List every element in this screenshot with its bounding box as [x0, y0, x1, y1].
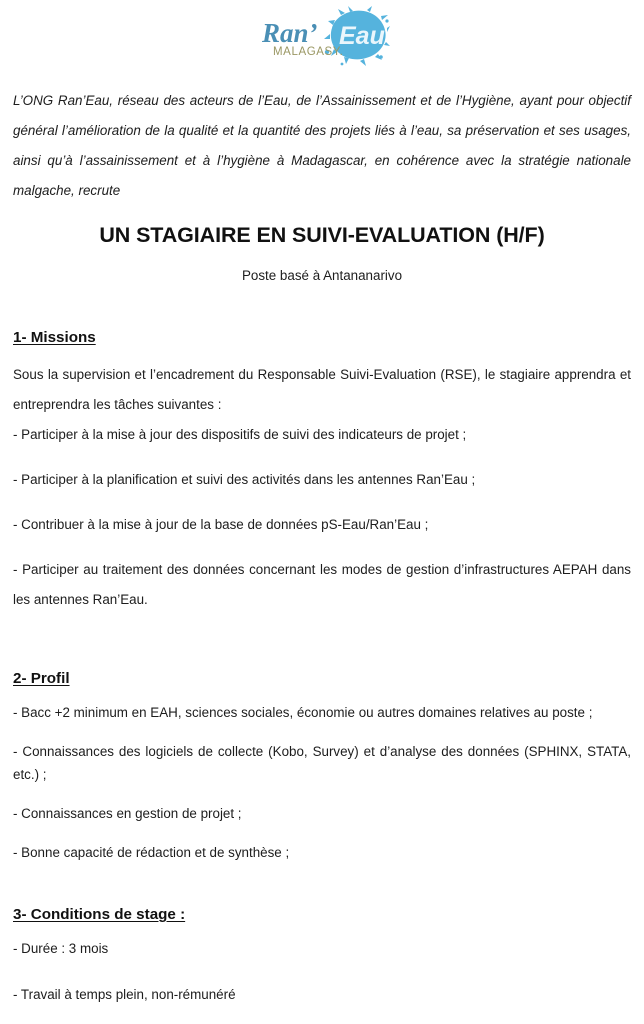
missions-list — [13, 420, 631, 615]
list-item: - Travail à temps plein, non-rémunéré — [13, 987, 236, 1002]
logo-splash-word: Eau — [339, 22, 385, 50]
page-title: UN STAGIAIRE EN SUIVI-EVALUATION (H/F) — [99, 223, 545, 247]
list-item: - Participer à la mise à jour des dispositifs de suivi des indicateurs de projet ; — [13, 427, 467, 442]
list-item: - Contribuer à la mise à jour de la base de données pS-Eau/Ran’Eau ; — [13, 517, 429, 532]
list-item: - Participer au traitement des données concernant les modes de gestion d’infrastructures AEPAH dans les antennes Ran’Eau. — [13, 562, 631, 607]
ran-eau-malagasy-logo — [254, 6, 390, 68]
logo-tagline: MALAGASY. — [273, 46, 344, 58]
section-profil — [13, 670, 631, 864]
section-conditions — [13, 906, 631, 1007]
list-item: - Participer à la planification et suivi des activités dans les antennes Ran’Eau ; — [13, 472, 476, 487]
missions-intro: Sous la supervision et l’encadrement du Responsable Suivi-Evaluation (RSE), le stagiaire apprendra et entreprendra les tâches suivantes : — [13, 367, 631, 412]
logo-header — [0, 4, 644, 70]
profil-list — [13, 701, 631, 864]
list-item: - Durée : 3 mois — [13, 941, 109, 956]
section-missions — [13, 329, 631, 615]
list-item: - Connaissances en gestion de projet ; — [13, 806, 242, 821]
job-location: Poste basé à Antananarivo — [241, 268, 403, 283]
list-item: - Connaissances des logiciels de collecte (Kobo, Survey) et d’analyse des données (SPHINX, STATA, etc.) ; — [13, 744, 631, 782]
section-heading-missions: 1- Missions — [13, 329, 96, 346]
conditions-list — [13, 937, 631, 1007]
section-heading-conditions: 3- Conditions de stage : — [13, 906, 186, 923]
logo-primary-word: Ran’ — [262, 18, 318, 48]
list-item: - Bonne capacité de rédaction et de synthèse ; — [13, 845, 290, 860]
list-item: - Bacc +2 minimum en EAH, sciences sociales, économie ou autres domaines relatives au poste ; — [13, 705, 593, 720]
section-heading-profil: 2- Profil — [13, 670, 70, 687]
intro-paragraph: L’ONG Ran’Eau, réseau des acteurs de l’Eau, de l’Assainissement et de l’Hygiène, ayant pour objectif général l’amélioration de la qualité et la quantité des projets liés à l’eau, sa préservation et ses usages, ainsi qu’à l’assainissement et à l’hygiène à Madagascar, en cohérence avec la stratégie nationale malgache, recrute — [13, 93, 631, 198]
logo-icon — [254, 6, 390, 68]
